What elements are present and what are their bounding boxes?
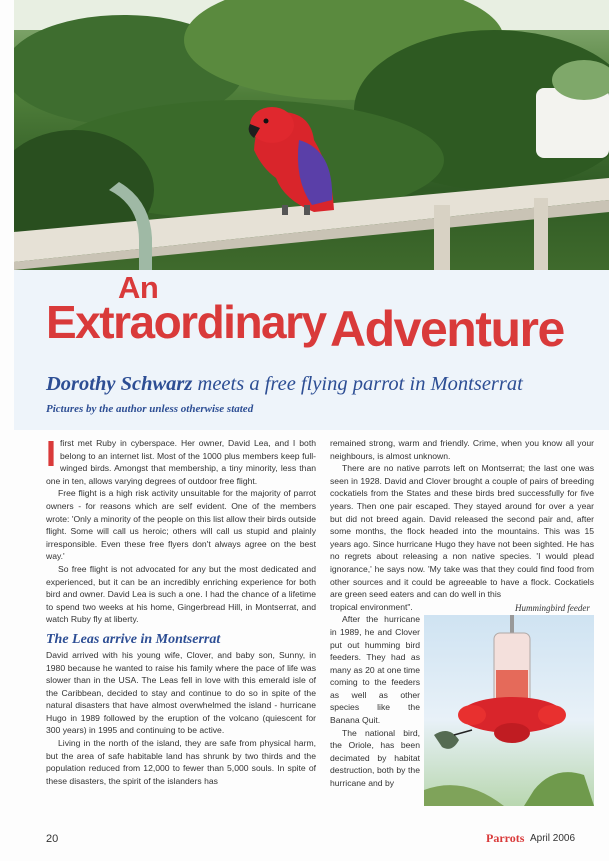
page-number: 20 — [46, 833, 59, 845]
paragraph — [46, 433, 316, 487]
hummingbird-feeder-photo — [424, 615, 594, 806]
article-column-left — [46, 433, 316, 787]
paragraph: Free flight is a high risk activity unsuitable for the majority of parrot owners - for reasons which are self evident. One of the members wrote: 'Only a minority of the people on this list allow their birds outside flight. Some will call us heroic; others will call us stupid and plainly irresponsible. Even these free flyers don't always agree on the best way.' — [46, 488, 316, 562]
paragraph-text: first met Ruby in cyberspace. Her owner, David Lea, and I both belong to an internet list. Most of the 1000 plus members keep full-winged birds. Amongst that membership, a tiny minority, less than one in ten, allows varying degrees of outdoor free flight. — [46, 438, 316, 486]
author-name: Dorothy Schwarz — [46, 373, 193, 395]
paragraph: After the hurricane in 1989, he and Clover put out humming bird feeders. They had as many as 20 at one time coming to the feeders as well as other species like the Banana Quit. — [330, 614, 420, 726]
headline-word-extraordinary: Extraordinary — [46, 296, 326, 348]
issue-date: April 2006 — [530, 833, 576, 844]
section-heading: The Leas arrive in Montserrat — [46, 631, 221, 647]
headline-word-adventure: Adventure — [330, 301, 564, 357]
subtitle-rest: meets a free flying parrot in Montserrat — [192, 373, 523, 395]
narrow-text-block — [330, 601, 420, 790]
paragraph: The national bird, the Oriole, has been decimated by habitat destruction, both by the hurricane and by — [330, 727, 420, 789]
picture-credit: Pictures by the author unless otherwise stated — [46, 403, 254, 415]
headline-word-an: An — [118, 270, 159, 305]
article-subtitle — [46, 373, 523, 396]
paragraph: David arrived with his young wife, Clover, and baby son, Sunny, in 1980 because he wanted to raise his family where the pace of life was slower than in the USA. The Leas fell in love with this emerald isle of the Caribbean, decided to stay and continue to do so in spite of the natural disasters that have almost overwhelmed the island - hurricane Hugo in 1989 followed by the eruption of the volcano (quiescent for 300 years) in 1995 and continuing to be active. — [46, 649, 316, 736]
magazine-logo: Parrots — [486, 831, 525, 845]
paragraph: tropical environment". — [330, 601, 413, 612]
drop-cap: I — [46, 433, 57, 474]
parrot-on-railing-photo — [14, 0, 609, 270]
hummingbird-feeder-icon — [424, 615, 594, 806]
paragraph: Living in the north of the island, they are safe from physical harm, but the area of safe habitable land has shrunk by two thirds and the population reduced from 12,000 to fewer than 5,000 souls. In spite of these disasters, the spirit of the islanders has — [46, 738, 316, 786]
hero-photo — [14, 0, 609, 270]
paragraph: So free flight is not advocated for any but the most dedicated and experienced, but it can be an incredibly enriching experience for both bird and owner. David Lea is such a one. I had the chance of a lifetime to spend two weeks at his home, Gingerbread Hill, in Montserrat, and watch Ruby fly at liberty. — [46, 563, 316, 625]
paragraph: There are no native parrots left on Montserrat; the last one was seen in 1928. David and Clover brought a couple of pairs of breeding cockatiels from the States and these birds bred successfully for five years. Then one pair escaped. They stayed around for over a year but did not breed again. David released the second pair and, after some months, the flock headed into the mountains. This was 15 years ago. Since hurricane Hugo they have not been sighted. He has no regrets about releasing a non native species. 'I would plead ignorance,' he says now. 'My take was that they could find food from other sources and it could be agreeable to have a flock. Cockatiels are green seed eaters and can do well in this — [330, 463, 594, 600]
paragraph: remained strong, warm and friendly. Crime, when you know all your neighbours, is almost unknown. — [330, 438, 594, 461]
figure-caption: Hummingbird feeder — [515, 603, 590, 613]
